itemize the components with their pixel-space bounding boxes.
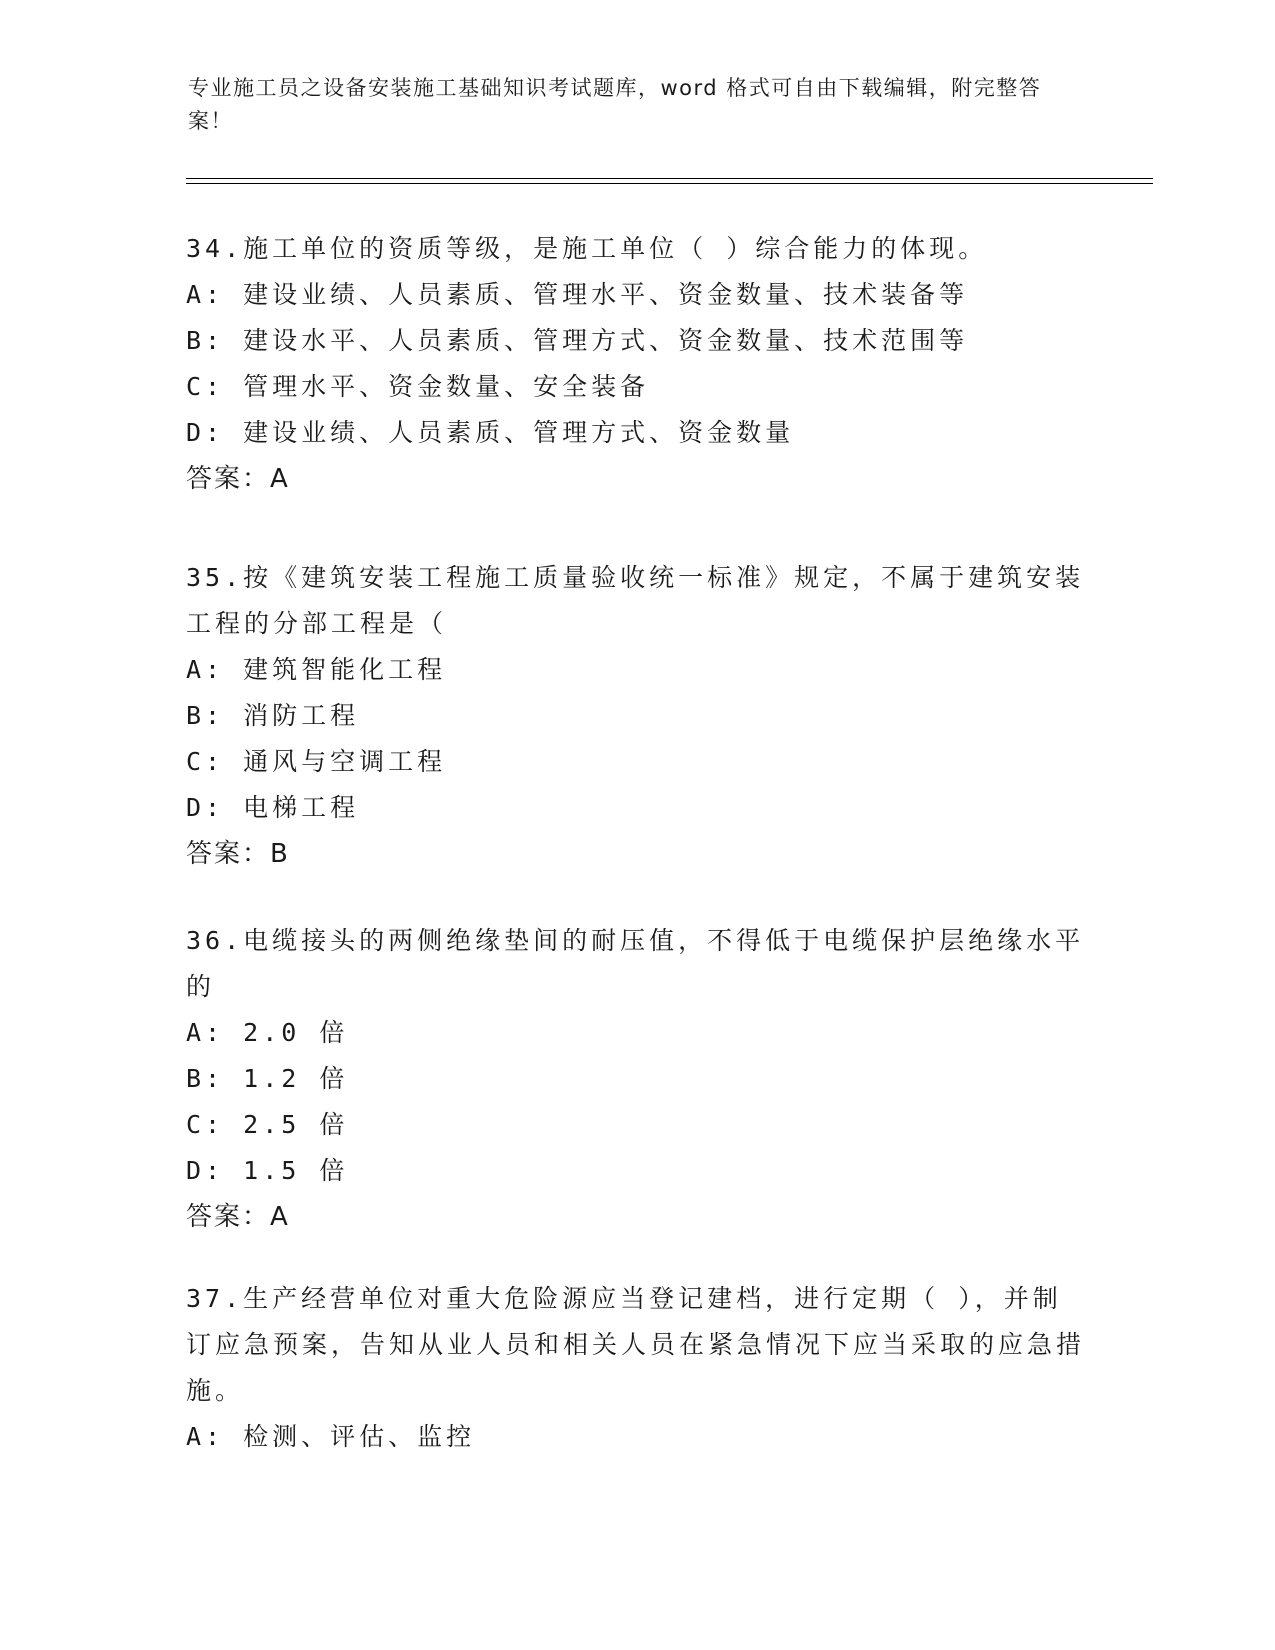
answer-label: 答案：A (186, 1202, 290, 1232)
option-d: D: 1.5 倍 (186, 1156, 349, 1185)
question-35 (186, 555, 1086, 877)
option-d: D: 建设业绩、人员素质、管理方式、资金数量 (186, 418, 795, 447)
answer-label: 答案：B (186, 839, 290, 869)
question-stem: 34.施工单位的资质等级，是施工单位（ ）综合能力的体现。 (186, 234, 988, 263)
option-a: A: 检测、评估、监控 (186, 1422, 476, 1451)
question-36 (186, 918, 1086, 1240)
question-stem: 37.生产经营单位对重大危险源应当登记建档，进行定期（ ），并制订应急预案，告知从业人员和相关人员在紧急情况下应当采取的应急措施。 (186, 1284, 1086, 1405)
header-divider-top (186, 178, 1153, 179)
question-37 (186, 1276, 1086, 1460)
question-34 (186, 226, 1086, 502)
option-b: B: 建设水平、人员素质、管理方式、资金数量、技术范围等 (186, 326, 969, 355)
answer-label: 答案：A (186, 464, 290, 494)
option-c: C: 管理水平、资金数量、安全装备 (186, 372, 650, 401)
option-b: B: 消防工程 (186, 701, 360, 730)
question-stem: 35.按《建筑安装工程施工质量验收统一标准》规定，不属于建筑安装工程的分部工程是（ (186, 563, 1085, 638)
option-c: C: 2.5 倍 (186, 1110, 349, 1139)
header-divider-bottom (186, 183, 1153, 184)
option-a: A: 2.0 倍 (186, 1018, 349, 1047)
document-header: 专业施工员之设备安装施工基础知识考试题库，word 格式可自由下载编辑，附完整答案！ (188, 76, 1042, 133)
option-a: A: 建设业绩、人员素质、管理水平、资金数量、技术装备等 (186, 280, 969, 309)
option-c: C: 通风与空调工程 (186, 747, 447, 776)
question-stem: 36.电缆接头的两侧绝缘垫间的耐压值，不得低于电缆保护层绝缘水平的 (186, 926, 1085, 1001)
option-b: B: 1.2 倍 (186, 1064, 349, 1093)
option-a: A: 建筑智能化工程 (186, 655, 447, 684)
option-d: D: 电梯工程 (186, 793, 360, 822)
